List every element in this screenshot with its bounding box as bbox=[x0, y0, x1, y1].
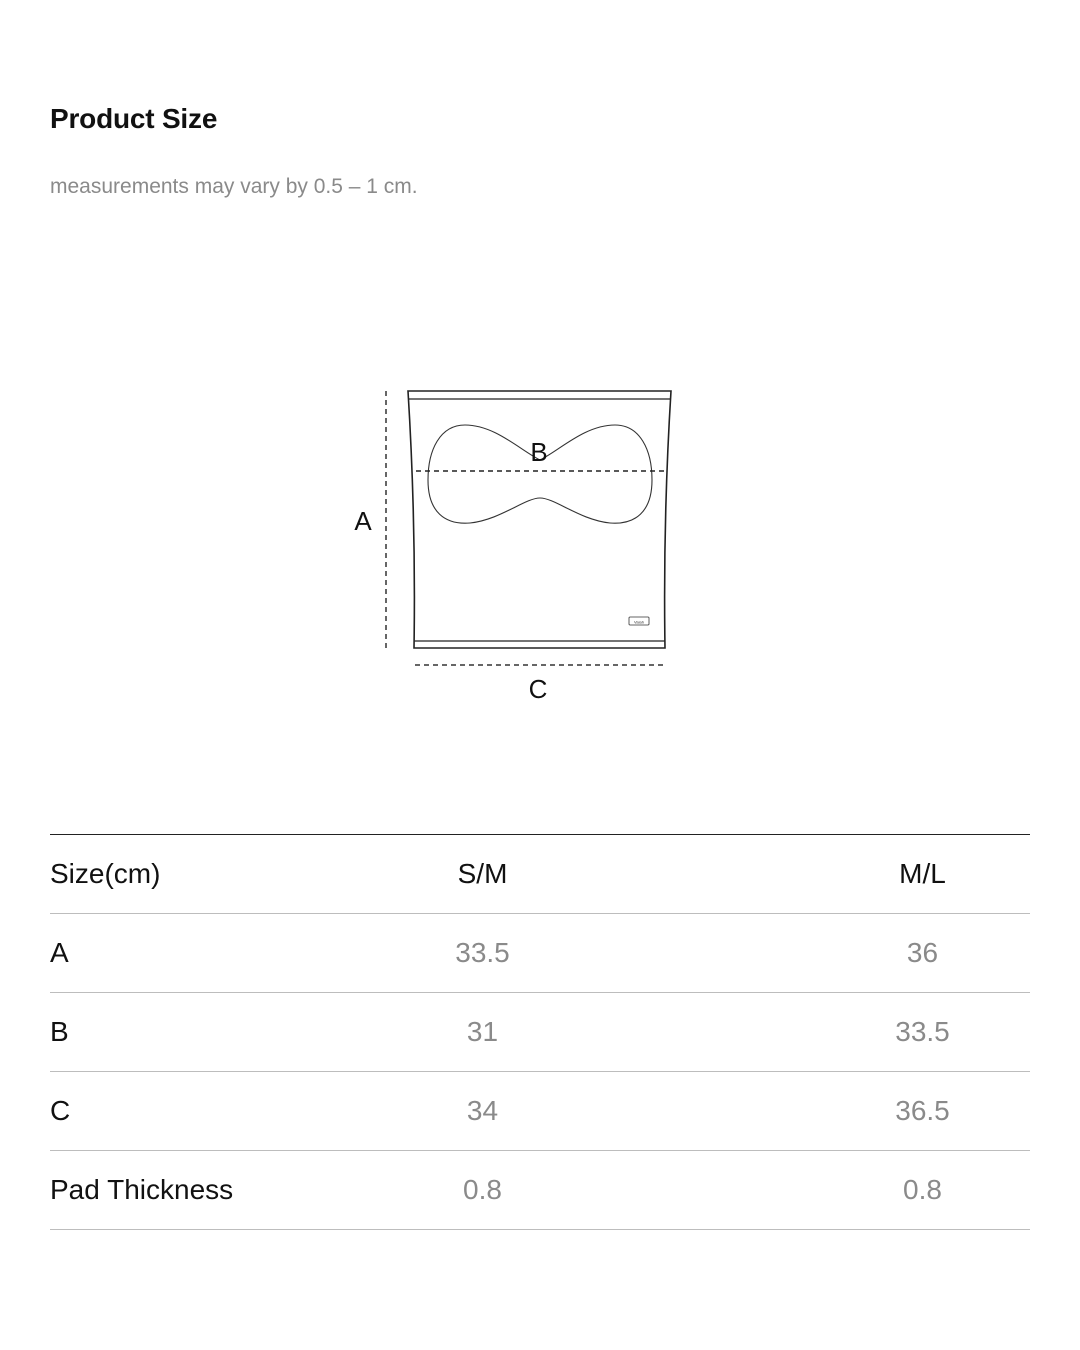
product-diagram bbox=[0, 370, 1080, 720]
value-ml: 36.5 bbox=[895, 1095, 950, 1126]
size-table bbox=[50, 834, 1030, 1230]
row-label: C bbox=[50, 1095, 71, 1126]
value-ml: 0.8 bbox=[903, 1174, 942, 1205]
table-row bbox=[50, 1151, 1030, 1230]
label-b: B bbox=[530, 437, 548, 467]
table-row bbox=[50, 993, 1030, 1072]
page-title: Product Size bbox=[50, 103, 218, 134]
brand-tag-text: Vaiah bbox=[634, 619, 644, 625]
label-a: A bbox=[354, 506, 372, 536]
table-row bbox=[50, 1072, 1030, 1151]
row-label: Pad Thickness bbox=[50, 1174, 234, 1205]
value-ml: 36 bbox=[906, 937, 939, 968]
value-ml: 33.5 bbox=[895, 1016, 950, 1047]
row-label: B bbox=[50, 1016, 69, 1047]
header-sm: S/M bbox=[457, 858, 508, 889]
header-size: Size(cm) bbox=[50, 858, 161, 889]
value-sm: 34 bbox=[466, 1095, 499, 1126]
table-row bbox=[50, 914, 1030, 993]
label-c: C bbox=[528, 674, 548, 704]
value-sm: 0.8 bbox=[463, 1174, 502, 1205]
header-ml: M/L bbox=[899, 858, 946, 889]
value-sm: 31 bbox=[466, 1016, 499, 1047]
measurement-note: measurements may vary by 0.5 – 1 cm. bbox=[50, 175, 418, 198]
value-sm: 33.5 bbox=[455, 937, 510, 968]
table-header-row bbox=[50, 835, 1030, 914]
row-label: A bbox=[50, 937, 69, 968]
